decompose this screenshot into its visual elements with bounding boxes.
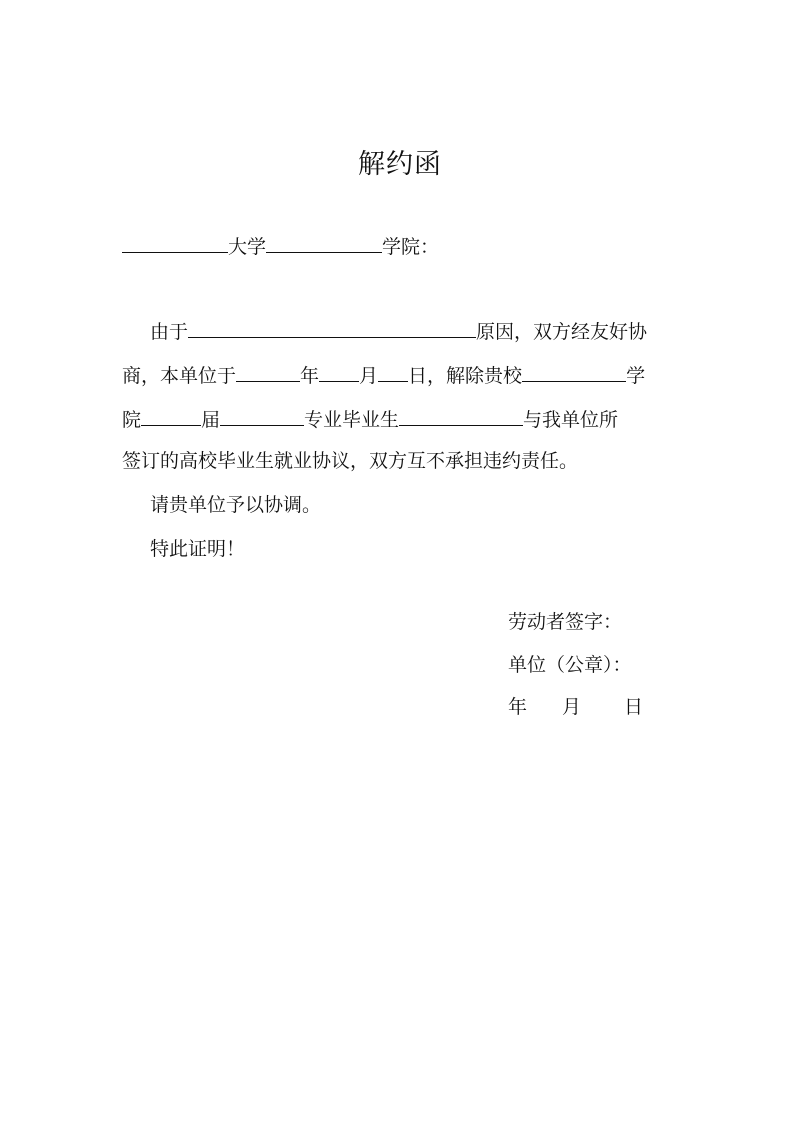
college-char: 学 [626, 365, 646, 387]
signature-date [508, 695, 643, 719]
school-blank[interactable] [522, 361, 626, 382]
signature-month-label: 月 [562, 696, 582, 718]
day-label: 日，解除贵校 [408, 365, 523, 387]
university-blank[interactable] [122, 232, 228, 253]
address-line [122, 232, 439, 259]
college-blank[interactable] [266, 232, 382, 253]
signature-year-label: 年 [508, 696, 528, 718]
unit-seal-label: 单位（公章）： [508, 654, 632, 676]
unit-suffix: 与我单位所 [523, 409, 619, 431]
body-line-5: 请贵单位予以协调。 [150, 494, 322, 516]
college-char-2: 院 [122, 409, 142, 431]
body-line-3 [122, 405, 618, 432]
year-blank[interactable] [236, 361, 300, 382]
session-blank[interactable] [141, 405, 201, 426]
major-blank[interactable] [220, 405, 304, 426]
reason-prefix: 由于 [150, 321, 189, 343]
major-label: 专业毕业生 [304, 409, 400, 431]
signature-day-label: 日 [624, 696, 644, 718]
day-blank[interactable] [378, 361, 408, 382]
graduate-name-blank[interactable] [399, 405, 523, 426]
session-label: 届 [201, 409, 221, 431]
university-suffix: 大学 [228, 236, 267, 258]
date-prefix: 商，本单位于 [122, 365, 237, 387]
page-title: 解约函 [358, 149, 442, 180]
body-line-1 [150, 317, 647, 344]
reason-blank[interactable] [188, 317, 476, 338]
year-label: 年 [300, 365, 320, 387]
month-blank[interactable] [319, 361, 359, 382]
reason-suffix: 原因，双方经友好协 [476, 321, 648, 343]
worker-signature-label: 劳动者签字： [508, 611, 623, 633]
college-suffix: 学院： [382, 236, 440, 258]
body-line-6: 特此证明！ [150, 538, 246, 560]
body-line-4: 签订的高校毕业生就业协议，双方互不承担违约责任。 [122, 450, 579, 472]
month-label: 月 [359, 365, 379, 387]
body-line-2 [122, 361, 645, 388]
